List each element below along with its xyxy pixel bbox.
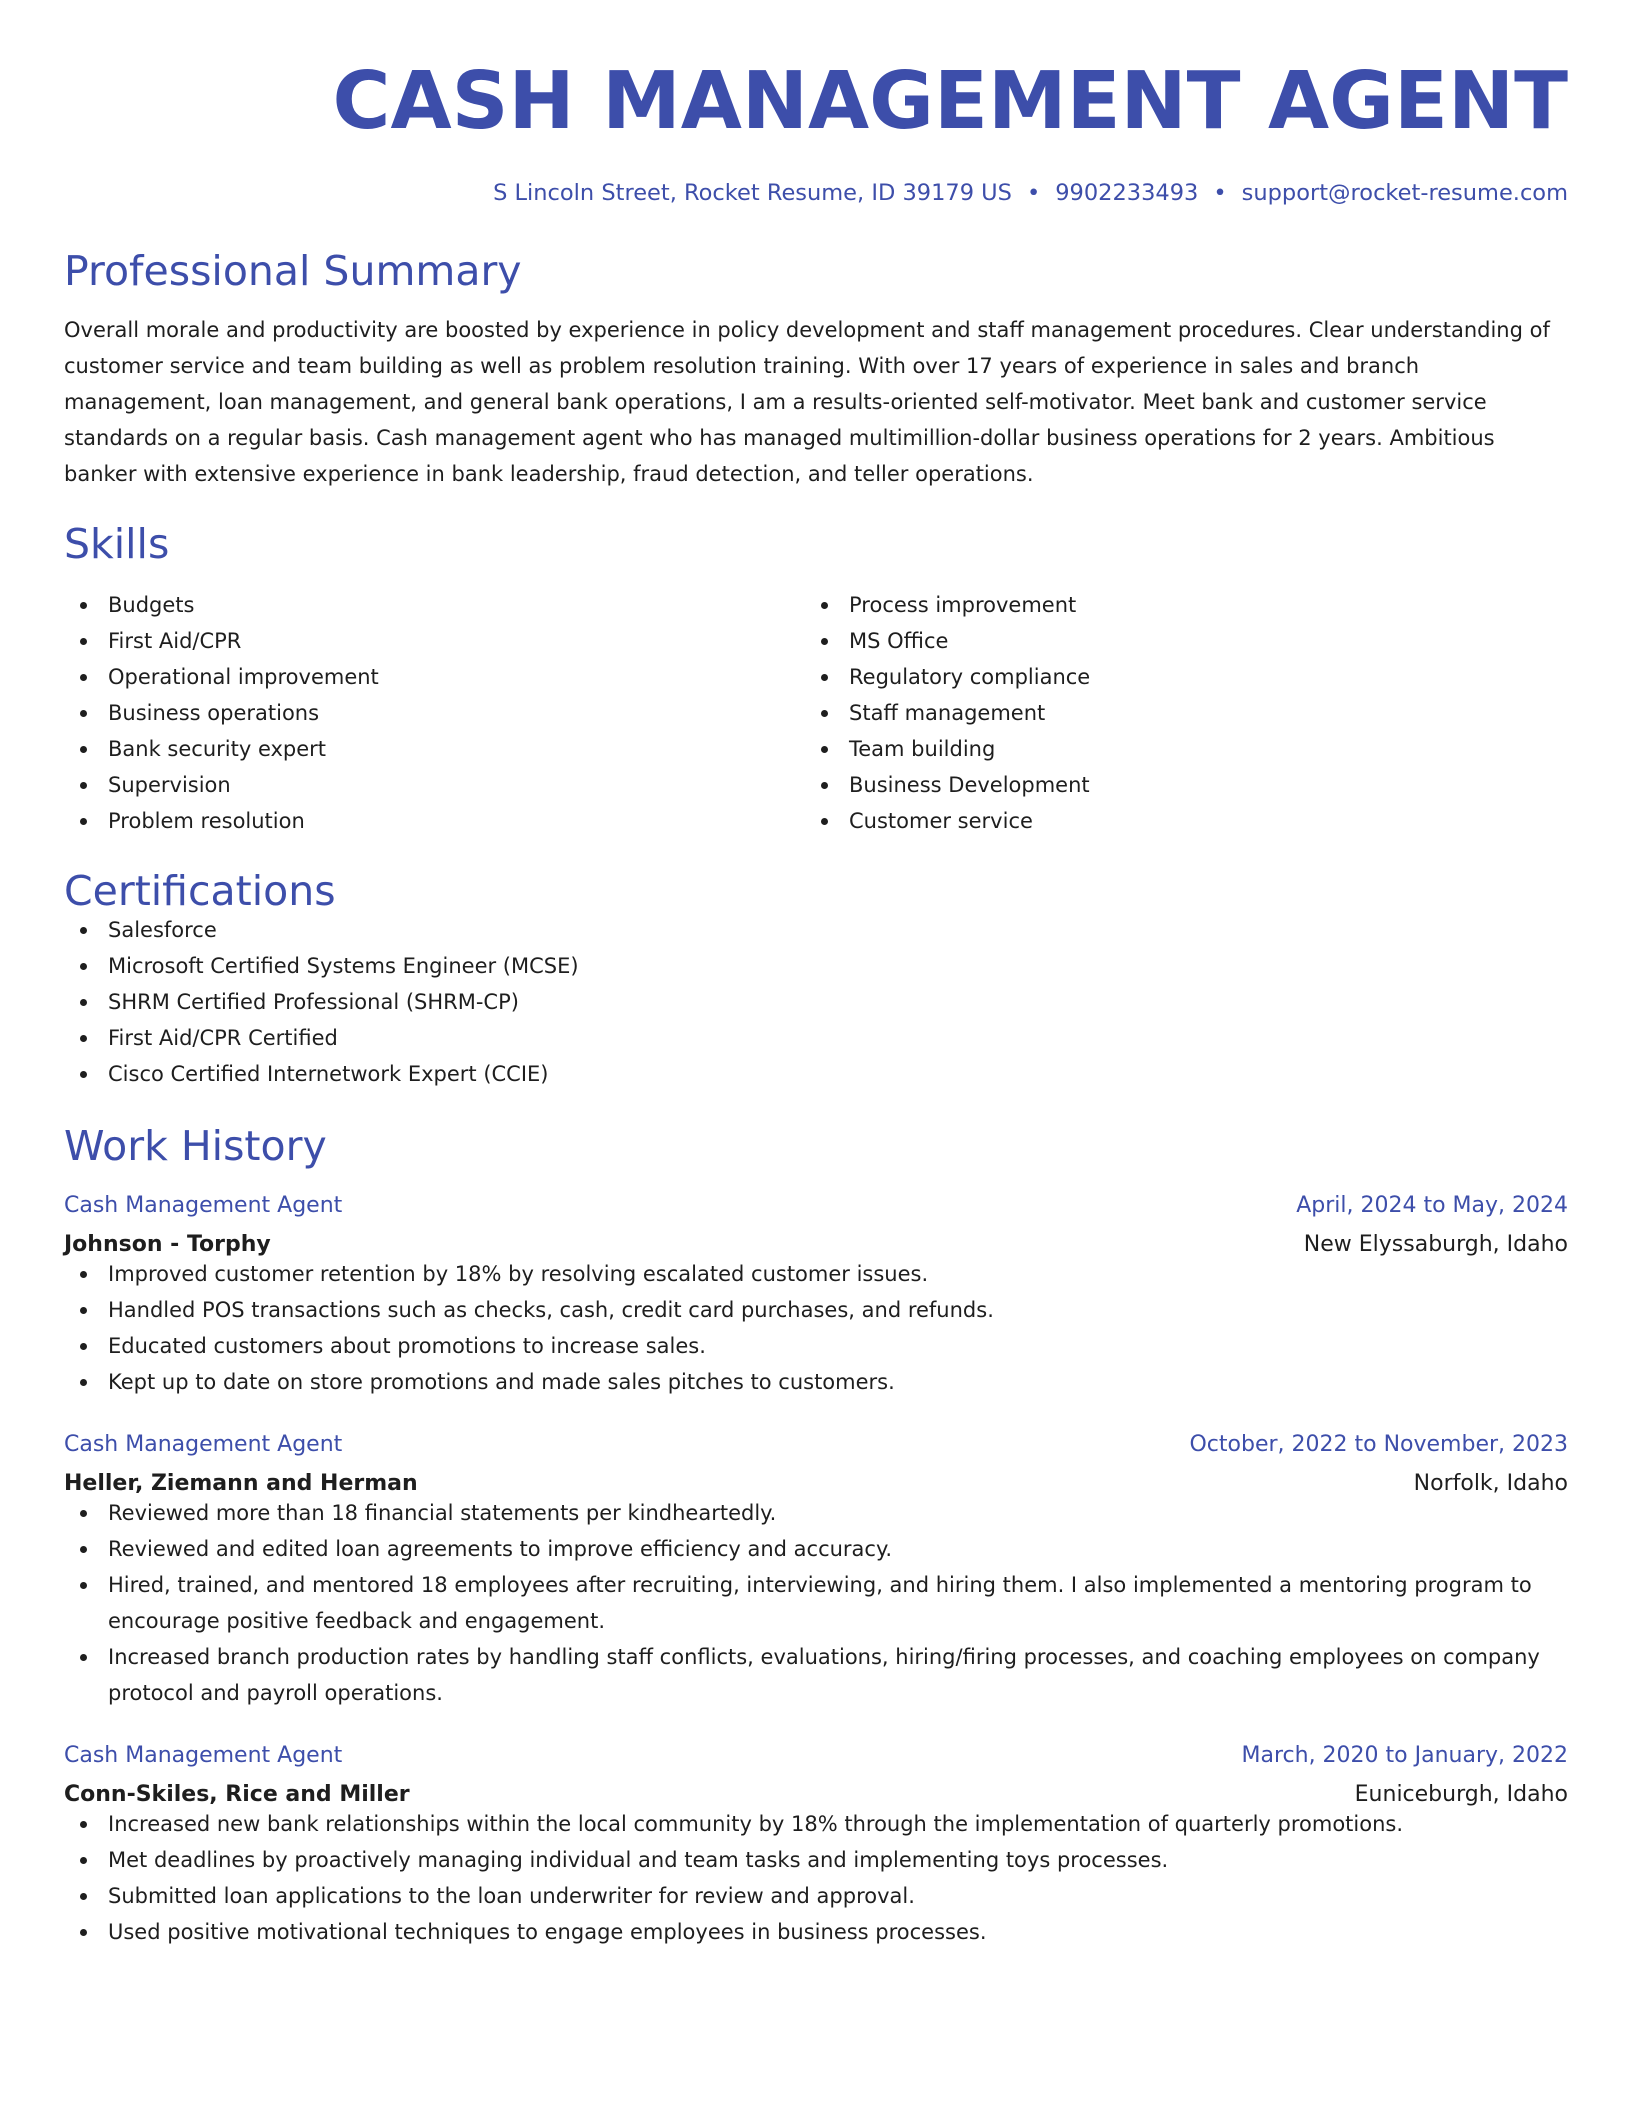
job-bullet: Increased new bank relationships within the local community by 18% through the implementation of quarterly promotions. — [64, 1806, 1568, 1842]
phone: 9902233493 — [1055, 180, 1199, 206]
job-bullets — [64, 1495, 1568, 1711]
job-bullet: Hired, trained, and mentored 18 employees after recruiting, interviewing, and hiring them. I also implemented a mentoring program to encourage positive feedback and engagement. — [64, 1567, 1568, 1639]
skill-item: Staff management — [805, 695, 1546, 731]
summary-heading: Professional Summary — [64, 246, 522, 295]
separator-dot: • — [1213, 180, 1227, 206]
job-header — [64, 1742, 1568, 1768]
job-header — [64, 1192, 1568, 1218]
job-bullet: Reviewed more than 18 financial statements per kindheartedly. — [64, 1495, 1568, 1531]
skill-item: Team building — [805, 731, 1546, 767]
skill-item: Problem resolution — [64, 803, 805, 839]
job-bullet: Submitted loan applications to the loan underwriter for review and approval. — [64, 1878, 1568, 1914]
skill-item: Budgets — [64, 587, 805, 623]
job-bullet: Increased branch production rates by handling staff conflicts, evaluations, hiring/firing processes, and coaching employees on company protocol and payroll operations. — [64, 1639, 1568, 1711]
skill-item: First Aid/CPR — [64, 623, 805, 659]
separator-dot: • — [1026, 180, 1041, 206]
certification-item: First Aid/CPR Certified — [64, 1020, 1568, 1056]
job-company: Heller, Ziemann and Herman — [64, 1470, 418, 1496]
job-dates: March, 2020 to January, 2022 — [1241, 1742, 1568, 1768]
contact-line — [64, 182, 1568, 205]
certifications-list — [64, 912, 1568, 1092]
job-header — [64, 1431, 1568, 1457]
skill-item: Process improvement — [805, 587, 1546, 623]
skill-item: MS Office — [805, 623, 1546, 659]
skills-column-left — [64, 587, 805, 839]
job-role: Cash Management Agent — [64, 1431, 343, 1457]
job-bullet: Met deadlines by proactively managing individual and team tasks and implementing toys processes. — [64, 1842, 1568, 1878]
skills-list-right — [805, 587, 1546, 839]
job-role: Cash Management Agent — [64, 1192, 343, 1218]
certification-item: Salesforce — [64, 912, 1568, 948]
job-bullets — [64, 1806, 1568, 1950]
work-history-heading: Work History — [64, 1121, 327, 1170]
email-link[interactable]: support@rocket-resume.com — [1241, 180, 1568, 206]
job-bullet: Kept up to date on store promotions and made sales pitches to customers. — [64, 1364, 1568, 1400]
skills-list-left — [64, 587, 805, 839]
address: S Lincoln Street, Rocket Resume, ID 39179 US — [493, 180, 1012, 206]
skill-item: Business Development — [805, 767, 1546, 803]
skills-heading: Skills — [64, 519, 170, 568]
summary-text: Overall morale and productivity are boosted by experience in policy development and staff management procedures. Clear understanding of customer service and team building as well as problem resolution training. With over 17 years of experience in sales and branch management, loan management, and general bank operations, I am a results-oriented self-motivator. Meet bank and customer service standards on a regular basis. Cash management agent who has managed multimillion-dollar business operations for 2 years. Ambitious banker with extensive experience in bank leadership, fraud detection, and teller operations. — [64, 317, 1550, 486]
job-bullet: Handled POS transactions such as checks, cash, credit card purchases, and refunds. — [64, 1292, 1568, 1328]
skill-item: Bank security expert — [64, 731, 805, 767]
skill-item: Regulatory compliance — [805, 659, 1546, 695]
job-subheader — [64, 1470, 1568, 1496]
job-entry — [64, 1742, 1568, 1950]
job-bullet: Used positive motivational techniques to engage employees in business processes. — [64, 1914, 1568, 1950]
job-company: Conn-Skiles, Rice and Miller — [64, 1781, 410, 1807]
job-location: Euniceburgh, Idaho — [1354, 1781, 1568, 1807]
job-bullet: Reviewed and edited loan agreements to improve efficiency and accuracy. — [64, 1531, 1568, 1567]
job-bullet: Improved customer retention by 18% by resolving escalated customer issues. — [64, 1256, 1568, 1292]
certification-item: SHRM Certified Professional (SHRM-CP) — [64, 984, 1568, 1020]
job-dates: April, 2024 to May, 2024 — [1296, 1192, 1568, 1218]
job-role: Cash Management Agent — [64, 1742, 343, 1768]
certification-item: Microsoft Certified Systems Engineer (MCSE) — [64, 948, 1568, 984]
certifications-heading: Certifications — [64, 866, 336, 915]
skill-item: Supervision — [64, 767, 805, 803]
job-location: New Elyssaburgh, Idaho — [1303, 1231, 1568, 1257]
job-location: Norfolk, Idaho — [1413, 1470, 1568, 1496]
skill-item: Business operations — [64, 695, 805, 731]
job-dates: October, 2022 to November, 2023 — [1189, 1431, 1568, 1457]
skills-column-right — [805, 587, 1546, 839]
job-subheader — [64, 1231, 1568, 1257]
skill-item: Customer service — [805, 803, 1546, 839]
job-bullets — [64, 1256, 1568, 1400]
skills-grid — [64, 587, 1568, 839]
page-title: CASH MANAGEMENT AGENT — [332, 55, 1568, 147]
job-subheader — [64, 1781, 1568, 1807]
job-bullet: Educated customers about promotions to increase sales. — [64, 1328, 1568, 1364]
job-entry — [64, 1192, 1568, 1400]
certification-item: Cisco Certified Internetwork Expert (CCIE) — [64, 1056, 1568, 1092]
job-company: Johnson - Torphy — [64, 1231, 271, 1257]
skill-item: Operational improvement — [64, 659, 805, 695]
job-entry — [64, 1431, 1568, 1711]
